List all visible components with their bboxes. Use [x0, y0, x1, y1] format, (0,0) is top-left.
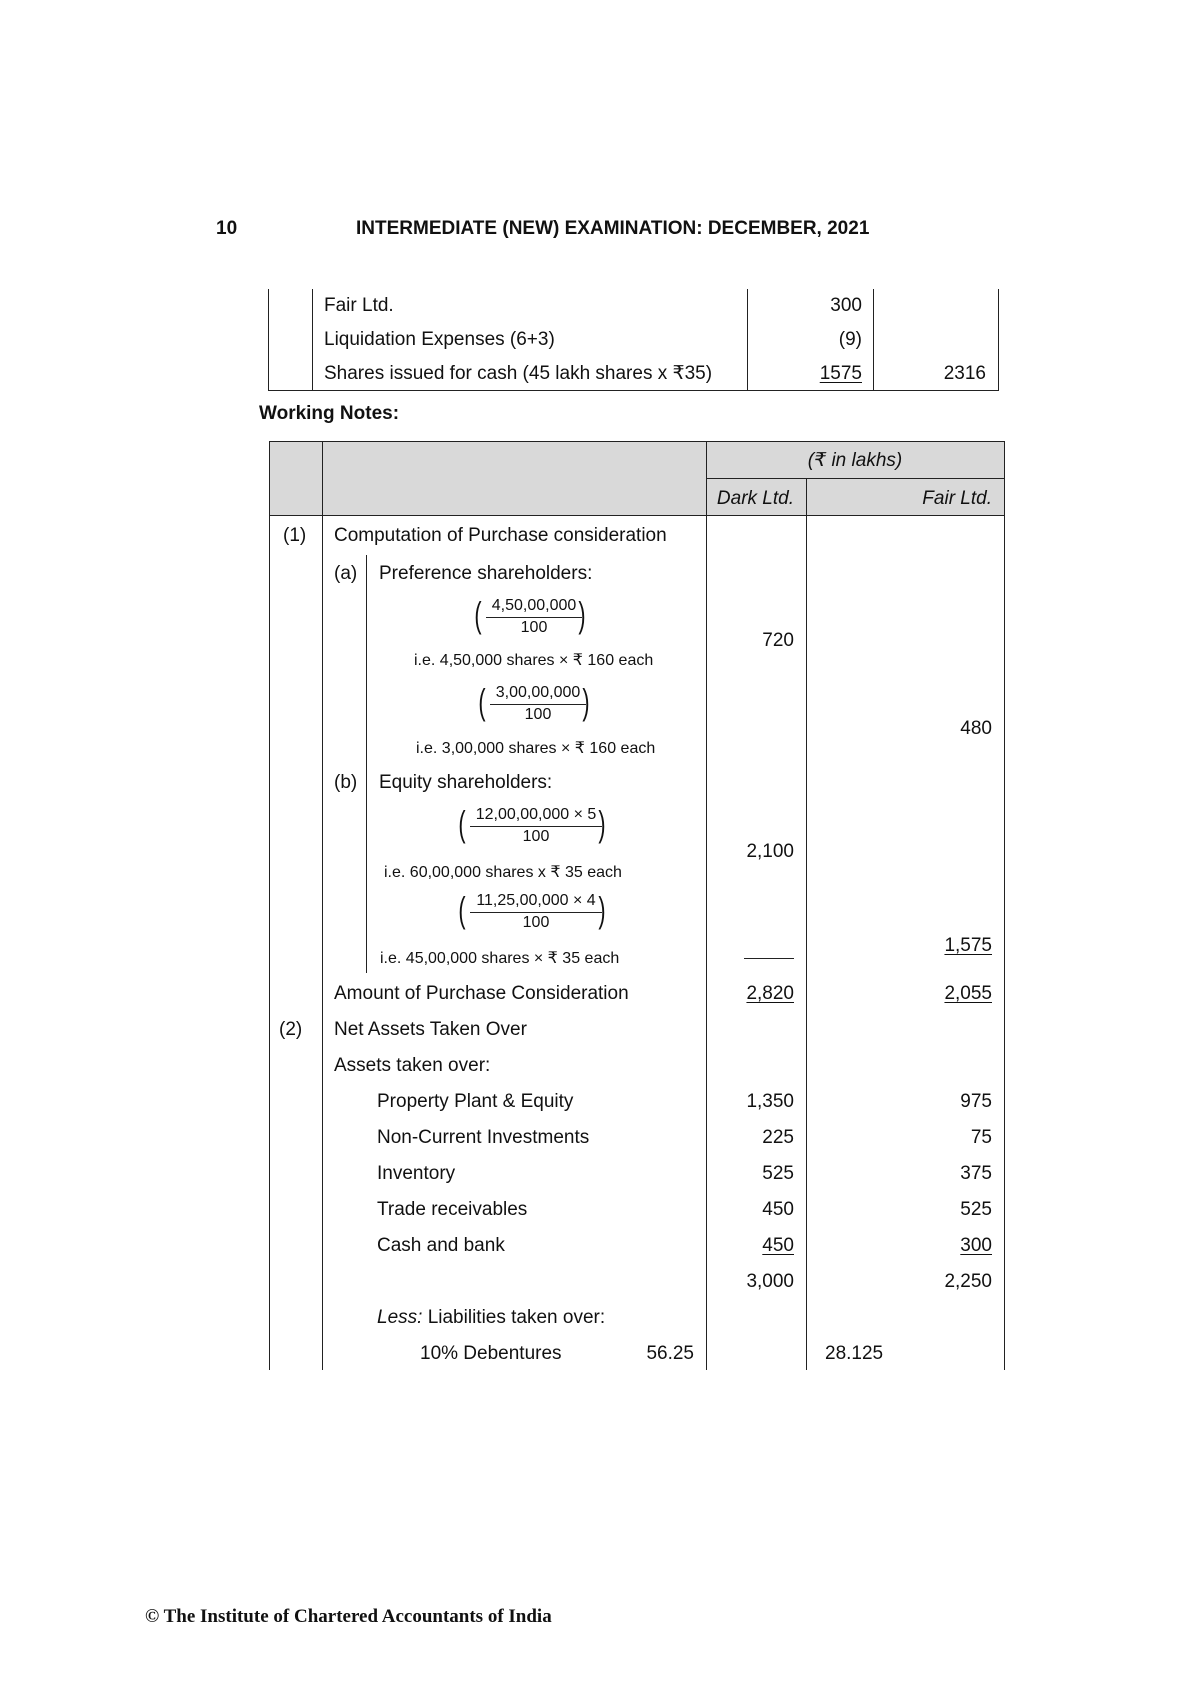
sub-title: Equity shareholders: [379, 772, 553, 793]
note-title: Computation of Purchase consideration [334, 525, 667, 546]
asset-dark: 1,350 [746, 1091, 794, 1112]
asset-dark: 450 [762, 1235, 794, 1256]
top-row-label: Shares issued for cash (45 lakh shares x ₹35) [324, 363, 713, 384]
asset-fair: 975 [960, 1091, 992, 1112]
purchase-consideration-dark: 2,820 [746, 983, 794, 1004]
debentures-label: 10% Debentures [420, 1343, 562, 1364]
asset-fair: 525 [960, 1199, 992, 1220]
asset-label: Non-Current Investments [377, 1127, 590, 1148]
top-row-amount: 300 [830, 295, 862, 316]
asset-dark: 450 [762, 1199, 794, 1220]
asset-fair: 75 [970, 1127, 992, 1148]
asset-dark: 525 [762, 1163, 794, 1184]
note-number: (1) [283, 525, 307, 546]
calc-description: i.e. 45,00,000 shares × ₹ 35 each [380, 950, 620, 967]
note-number: (2) [279, 1019, 303, 1040]
fraction: ( 4,50,00,000 100 ) [474, 594, 586, 636]
debentures-dark: 56.25 [646, 1343, 694, 1364]
working-notes-heading: Working Notes: [259, 403, 400, 424]
fraction: ( 11,25,00,000 × 4 100 ) [458, 889, 606, 931]
asset-label: Inventory [377, 1163, 456, 1184]
calc-description: i.e. 4,50,000 shares × ₹ 160 each [414, 652, 654, 669]
fraction: ( 12,00,00,000 × 5 100 ) [458, 803, 606, 845]
unit-header: (₹ in lakhs) [807, 450, 903, 471]
asset-fair: 375 [960, 1163, 992, 1184]
page-header: INTERMEDIATE (NEW) EXAMINATION: DECEMBER, 2021 [356, 218, 870, 239]
dark-blank-rule [744, 958, 794, 959]
less-prefix: Less: [377, 1307, 423, 1328]
top-row-label: Liquidation Expenses (6+3) [324, 329, 555, 350]
asset-label: Cash and bank [377, 1235, 505, 1256]
page-number: 10 [216, 218, 238, 239]
sub-label: (b) [334, 772, 358, 793]
page-footer: © The Institute of Chartered Accountants of India [145, 1606, 552, 1627]
asset-label: Trade receivables [377, 1199, 528, 1220]
fair-value: 1,575 [944, 935, 992, 956]
top-row-total: 2316 [943, 363, 986, 384]
calc-description: i.e. 60,00,000 shares x ₹ 35 each [384, 864, 622, 881]
fair-value: 480 [960, 718, 992, 739]
calc-description: i.e. 3,00,000 shares × ₹ 160 each [416, 740, 656, 757]
dark-value: 2,100 [746, 841, 794, 862]
col-dark-header: Dark Ltd. [716, 488, 794, 509]
asset-fair: 300 [960, 1235, 992, 1256]
note-title: Net Assets Taken Over [334, 1019, 527, 1040]
less-label: Liabilities taken over: [427, 1307, 606, 1328]
assets-heading: Assets taken over: [334, 1055, 491, 1076]
debentures-fair: 28.125 [825, 1343, 884, 1364]
sub-label: (a) [334, 563, 358, 584]
top-row-amount: 1575 [819, 363, 862, 384]
assets-total-fair: 2,250 [944, 1271, 992, 1292]
asset-label: Property Plant & Equity [377, 1091, 574, 1112]
purchase-consideration-fair: 2,055 [944, 983, 992, 1004]
top-row-label: Fair Ltd. [324, 295, 394, 316]
assets-total-dark: 3,000 [746, 1271, 794, 1292]
dark-value: 720 [762, 630, 794, 651]
sub-title: Preference shareholders: [379, 563, 593, 584]
less-liabilities [377, 1307, 605, 1329]
top-row-amount: (9) [838, 329, 862, 350]
purchase-consideration-label: Amount of Purchase Consideration [334, 983, 629, 1004]
fraction: ( 3,00,00,000 100 ) [478, 681, 590, 723]
asset-dark: 225 [762, 1127, 794, 1148]
col-fair-header: Fair Ltd. [922, 488, 992, 509]
